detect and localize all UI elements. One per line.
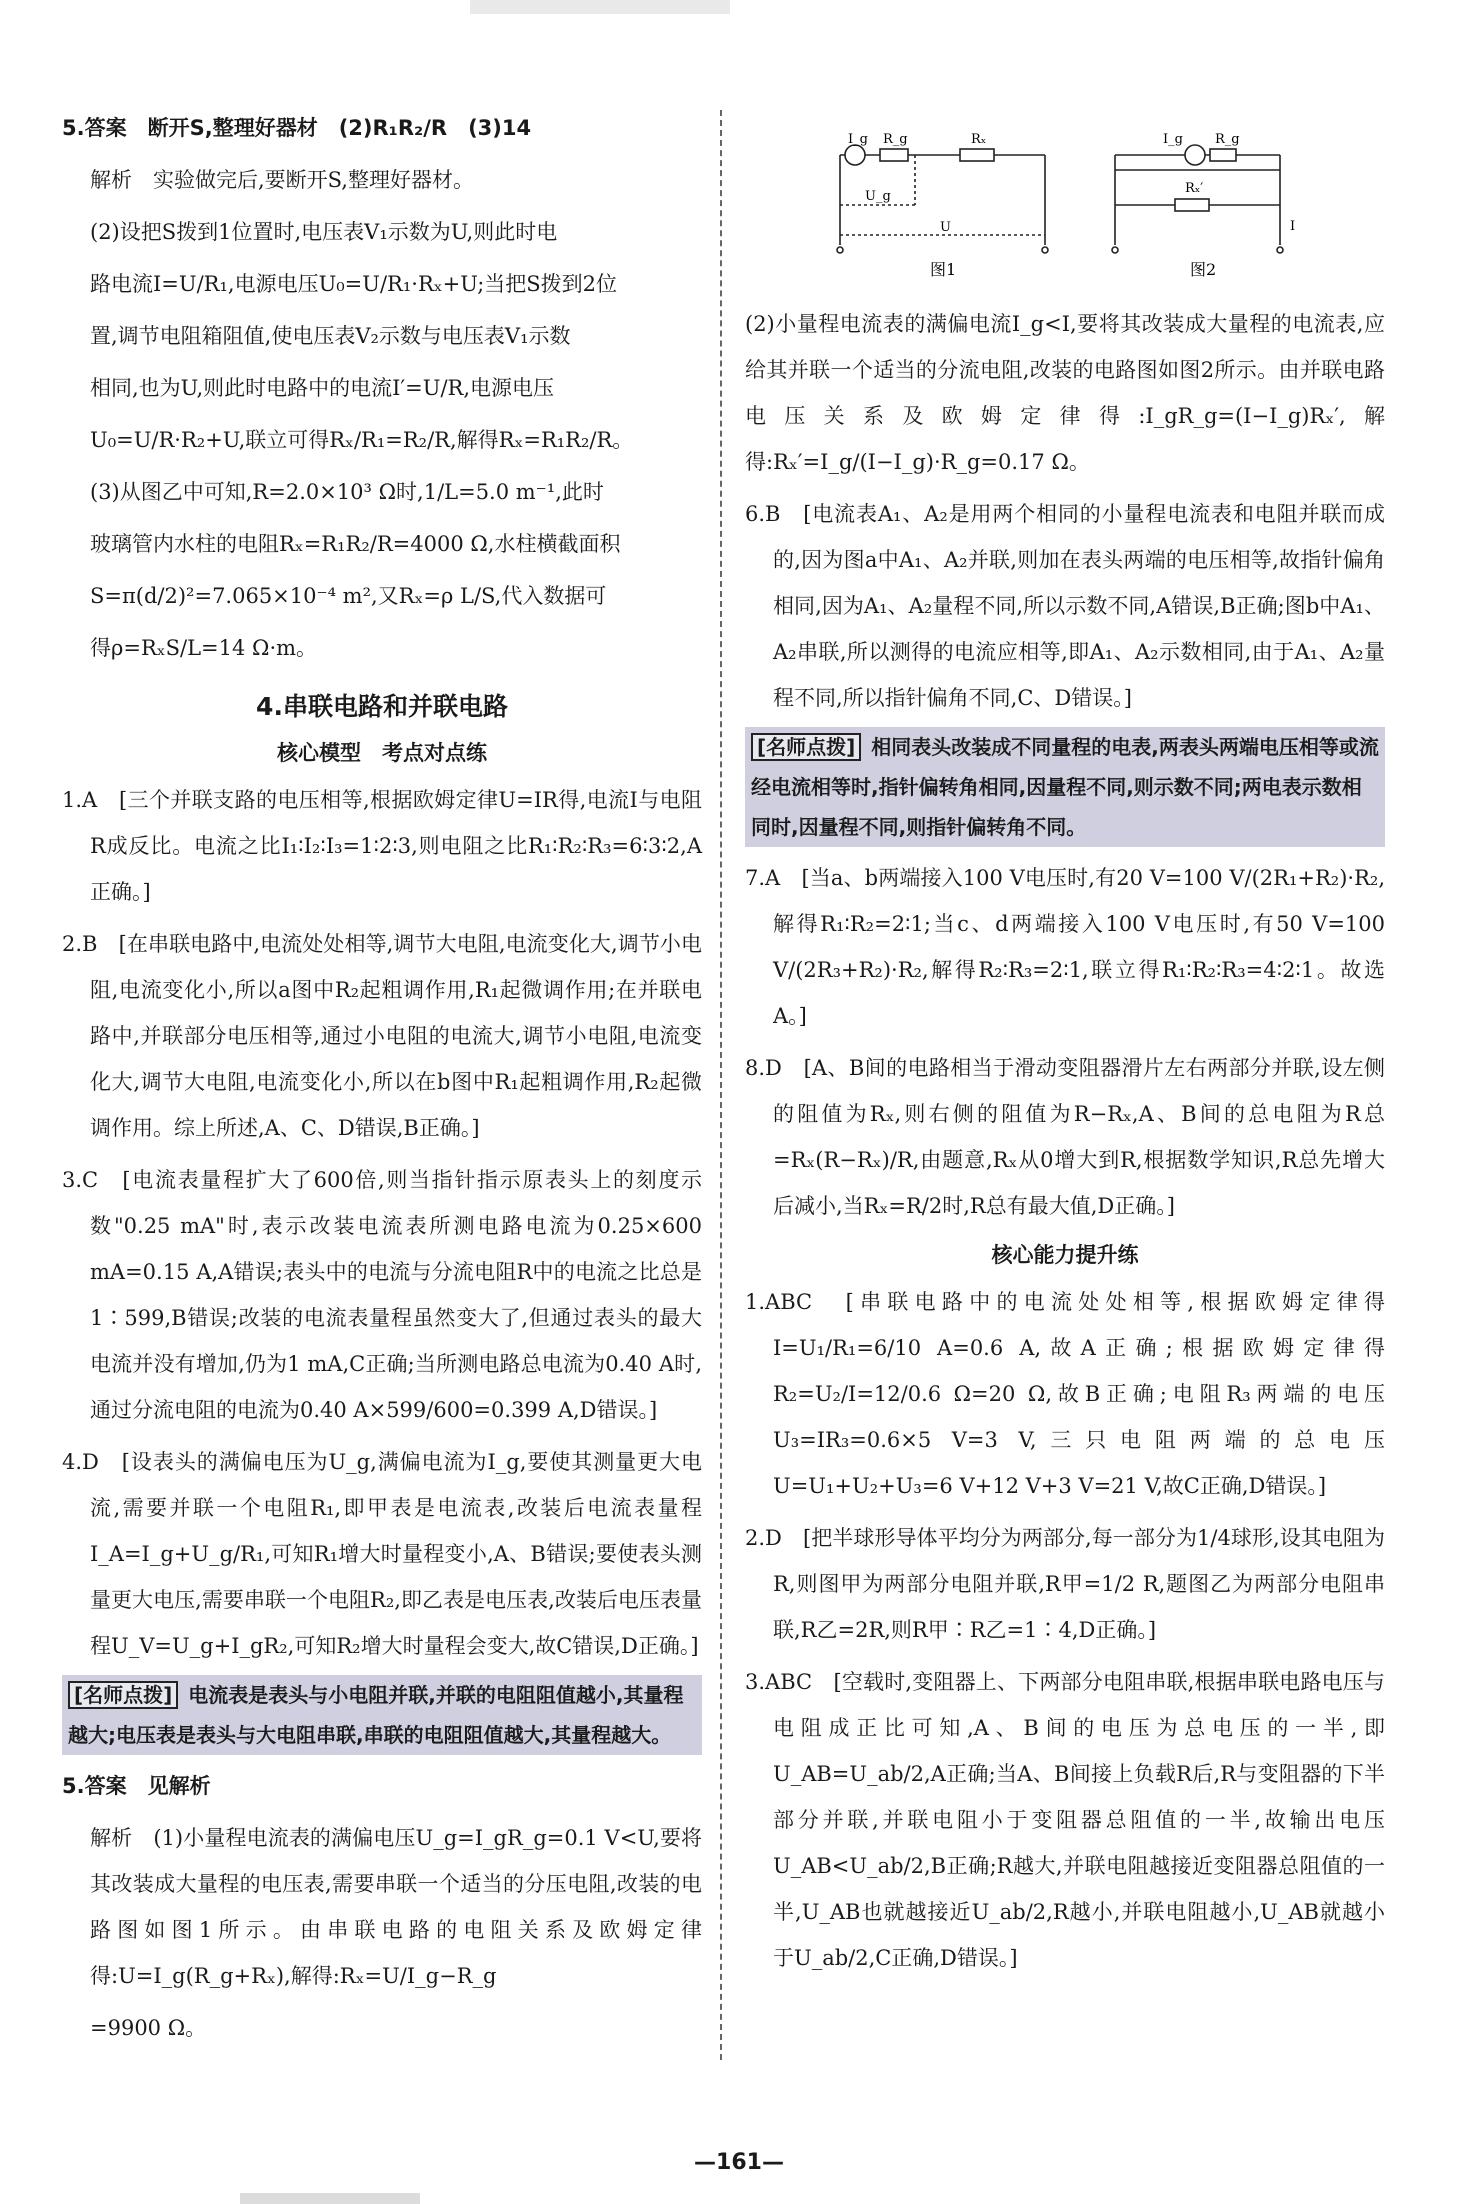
answer-item-4: 4.D [设表头的满偏电压为U_g,满偏电流为I_g,要使其测量更大电流,需要并联一个电阻R₁,即甲表是电流表,改装后电流表量程I_A=I_g+U_g/R₁,可知R₁增大时量程变小,A、B错误;要使表头测量更大电压,需要串联一个电阻R₂,即乙表是电压表,改装后电压表量程U_V=U_g+I_gR₂,可知R₂增大时量程会变大,故C错误,D正确。] (62, 1450, 702, 1658)
footer-decoration (240, 2193, 420, 2204)
q5-line-1: (2)设把S拨到1位置时,电压表V₁示数为U,则此时电 (90, 220, 558, 244)
q5-line-5: U₀=U/R·R₂+U,联立可得Rₓ/R₁=R₂/R,解得Rₓ=R₁R₂/R。 (90, 428, 634, 452)
answer-item-3: 3.C [电流表量程扩大了600倍,则当指针指示原表头上的刻度示数"0.25 mA"时,表示改装电流表所测电路电流为0.25×600 mA=0.15 A,A错误;表头中的电流与分流电阻R中的电流之比总是1∶599,B错误;改装的电流表量程虽然变大了,但通过表头的最大电流并没有增加,仍为1 mA,C正确;当所测电路总电流为0.40 A时,通过分流电阻的电流为0.40 A×599/600=0.399 A,D错误。] (62, 1168, 702, 1422)
q5b-line-1: =9900 Ω。 (90, 2016, 207, 2040)
fig2-i-label: I (1290, 219, 1296, 234)
tip-text: 相同表头改装成不同量程的电表,两表头两端电压相等或流经电流相等时,指针偏转角相同,因量程不同,则示数不同;两电表示数相同时,因量程不同,则指针偏转角不同。 (751, 735, 1379, 839)
q5-line-7: 玻璃管内水柱的电阻Rₓ=R₁R₂/R=4000 Ω,水柱横截面积 (90, 532, 621, 556)
q5-line-3: 置,调节电阻箱阻值,使电压表V₂示数与电压表V₁示数 (90, 324, 571, 348)
circuit-figures (745, 125, 1385, 295)
figure-1-caption: 图1 (930, 260, 957, 279)
ability-item-3: 3.ABC [空载时,变阻器上、下两部分电阻串联,根据串联电路电压与电阻成正比可知,A、B间的电压为总电压的一半,即U_AB=U_ab/2,A正确;当A、B间接上负载R后,R与变阻器的下半部分并联,并联电阻小于变阻器总阻值的一半,故输出电压U_AB<U_ab/2,B正确;R越大,并联电阻越接近变阻器总阻值的一半,U_AB也就越接近U_ab/2,R越小,并联电阻越小,U_AB就越小于U_ab/2,C正确,D错误。] (745, 1670, 1385, 1970)
figure-2-caption: 图2 (1190, 260, 1217, 279)
q5-line-6: (3)从图乙中可知,R=2.0×10³ Ω时,1/L=5.0 m⁻¹,此时 (90, 480, 604, 504)
answer-item-8: 8.D [A、B间的电路相当于滑动变阻器滑片左右两部分并联,设左侧的阻值为Rₓ,则右侧的阻值为R−Rₓ,A、B间的总电阻为R总=Rₓ(R−Rₓ)/R,由题意,Rₓ从0增大到R,根据数学知识,R总先增大后减小,当Rₓ=R/2时,R总有最大值,D正确。] (745, 1056, 1385, 1218)
tip-tag: [名师点拨] (751, 733, 861, 761)
answer-item-6: 6.B [电流表A₁、A₂是用两个相同的小量程电流表和电阻并联而成的,因为图a中A₁、A₂并联,则加在表头两端的电压相等,故指针偏角相同,因为A₁、A₂量程不同,所以示数不同,A错误,B正确;图b中A₁、A₂串联,所以测得的电流应相等,即A₁、A₂示数相同,由于A₁、A₂量程不同,所以指针偏角不同,C、D错误。] (745, 502, 1385, 710)
circuit-diagram (745, 125, 1385, 295)
q5-line-9: 得ρ=RₓS/L=14 Ω·m。 (90, 636, 318, 660)
teacher-tip-2 (745, 727, 1385, 847)
q5-line-2: 路电流I=U/R₁,电源电压U₀=U/R₁·Rₓ+U;当把S拨到2位 (90, 272, 618, 296)
fig1-u-label: U (940, 220, 951, 235)
ability-item-1: 1.ABC [串联电路中的电流处处相等,根据欧姆定律得I=U₁/R₁=6/10 A=0.6 A,故A正确;根据欧姆定律得R₂=U₂/I=12/0.6 Ω=20 Ω,故B正确;电阻R₃两端的电压U₃=IR₃=0.6×5 V=3 V,三只电阻两端的总电压U=U₁+U₂+U₃=6 V+12 V+3 V=21 V,故C正确,D错误。] (745, 1290, 1385, 1498)
q5b-continued: (2)小量程电流表的满偏电流I_g<I,要将其改装成大量程的电流表,应给其并联一个适当的分流电阻,改装的电路图如图2所示。由并联电路电压关系及欧姆定律得:I_gR_g=(I−I_g)Rₓ′,解得:Rₓ′=I_g/(I−I_g)·R_g=0.17 Ω。 (745, 312, 1385, 474)
q5-line-0: 解析 实验做完后,要断开S,整理好器材。 (90, 168, 474, 192)
column-divider (720, 110, 722, 2060)
q5b-line-0: 解析 (1)小量程电流表的满偏电压U_g=I_gR_g=0.1 V<U,要将其改装成大量程的电压表,需要串联一个适当的分压电阻,改装的电路图如图1所示。由串联电路的电阻关系及欧姆定律得:U=I_g(R_g+Rₓ),解得:Rₓ=U/I_g−R_g (90, 1826, 702, 1988)
answer-item-7: 7.A [当a、b两端接入100 V电压时,有20 V=100 V/(2R₁+R₂)·R₂,解得R₁∶R₂=2∶1;当c、d两端接入100 V电压时,有50 V=100 V/(2R₃+R₂)·R₂,解得R₂∶R₃=2∶1,联立得R₁∶R₂∶R₃=4∶2∶1。故选A。] (745, 866, 1385, 1028)
section-title: 4.串联电路和并联电路 (256, 692, 508, 721)
fig1-rx-label: Rₓ (971, 132, 987, 147)
tip-text: 电流表是表头与小电阻并联,并联的电阻阻值越小,其量程越大;电压表是表头与大电阻串联,串联的电阻阻值越大,其量程越大。 (68, 1683, 684, 1747)
fig2-rg-label: R_g (1215, 132, 1240, 147)
page-number: —161— (694, 2150, 784, 2175)
sub-title: 核心模型 考点对点练 (277, 741, 487, 765)
q5-answer: 5.答案 断开S,整理好器材 (2)R₁R₂/R (3)14 (62, 116, 532, 140)
q5b-answer: 5.答案 见解析 (62, 1774, 211, 1798)
fig2-rx-label: Rₓ′ (1185, 181, 1204, 196)
sub-title-2: 核心能力提升练 (991, 1243, 1139, 1267)
figure-2-circuit (1112, 145, 1283, 253)
tip-tag: [名师点拨] (68, 1681, 178, 1709)
answer-item-1: 1.A [三个并联支路的电压相等,根据欧姆定律U=IR得,电流I与电阻R成反比。电流之比I₁∶I₂∶I₃=1∶2∶3,则电阻之比R₁∶R₂∶R₃=6∶3∶2,A正确。] (62, 788, 702, 904)
fig1-ug-label: U_g (865, 189, 891, 204)
fig1-rg-label: R_g (883, 132, 908, 147)
ability-item-2: 2.D [把半球形导体平均分为两部分,每一部分为1/4球形,设其电阻为R,则图甲为两部分电阻并联,R甲=1/2 R,题图乙为两部分电阻串联,R乙=2R,则R甲∶R乙=1∶4,D正确。] (745, 1526, 1385, 1642)
left-column (62, 105, 702, 2057)
answer-item-2: 2.B [在串联电路中,电流处处相等,调节大电阻,电流变化大,调节小电阻,电流变化小,所以a图中R₂起粗调作用,R₁起微调作用;在并联电路中,并联部分电压相等,通过小电阻的电流大,调节小电阻,电流变化大,调节大电阻,电流变化小,所以在b图中R₁起粗调作用,R₂起微调作用。综上所述,A、C、D错误,B正确。] (62, 932, 702, 1140)
q5-line-4: 相同,也为U,则此时电路中的电流I′=U/R,电源电压 (90, 376, 555, 400)
fig1-ig-label: I_g (848, 132, 868, 147)
fig2-ig-label: I_g (1163, 132, 1183, 147)
right-column (745, 125, 1385, 1987)
q5-line-8: S=π(d/2)²=7.065×10⁻⁴ m²,又Rₓ=ρ L/S,代入数据可 (90, 584, 607, 608)
teacher-tip-1 (62, 1675, 702, 1755)
header-decoration (470, 0, 730, 14)
